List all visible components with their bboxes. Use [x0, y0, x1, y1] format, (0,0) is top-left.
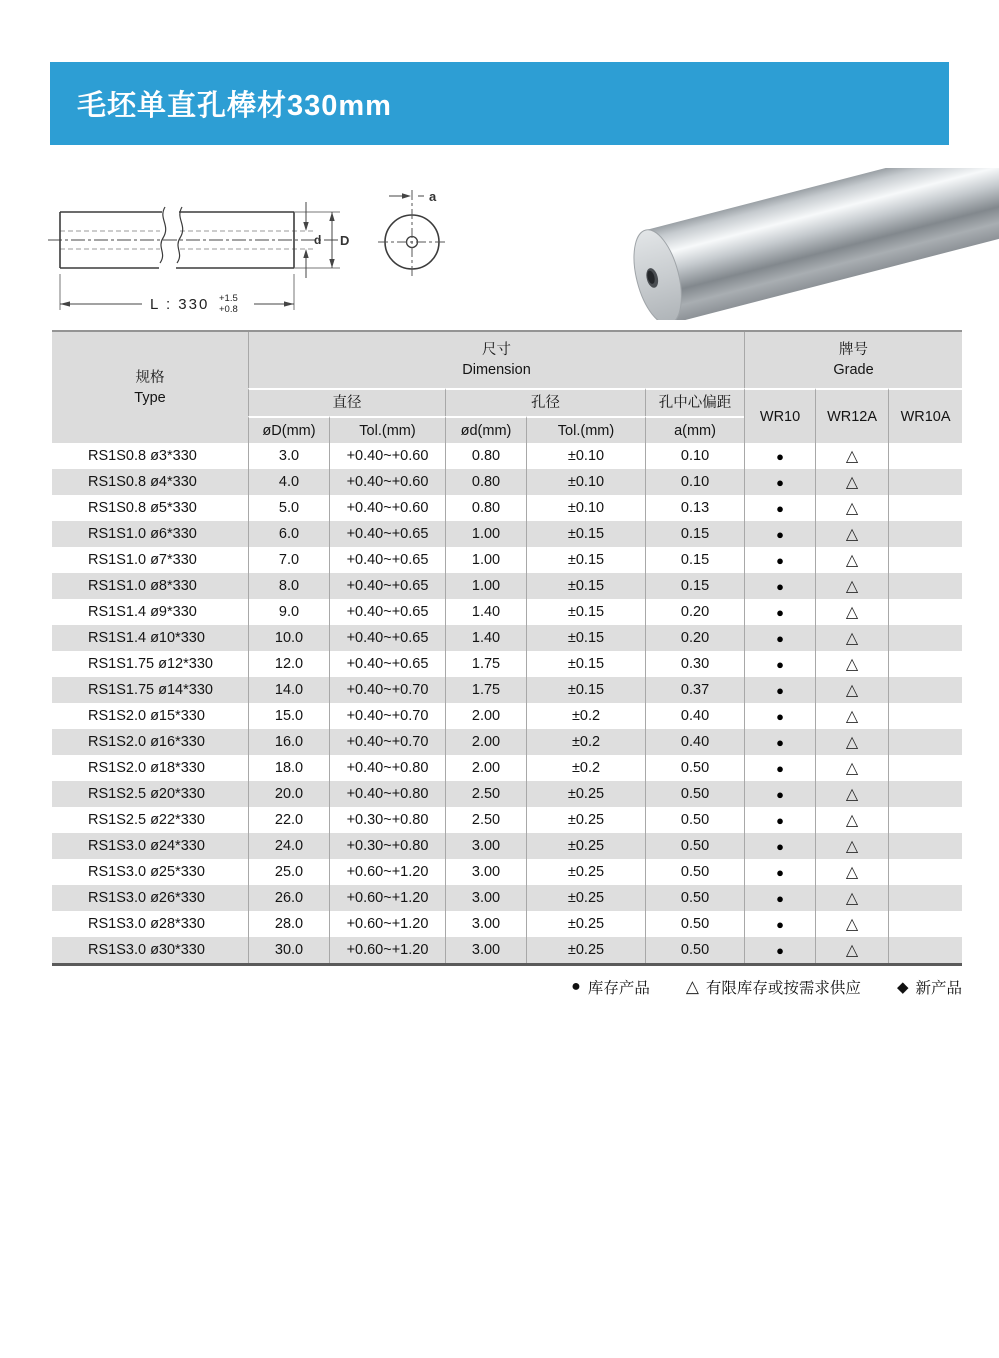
cell-hd-tol: ±0.10	[526, 469, 645, 495]
cell-type: RS1S1.0 ø7*330	[88, 552, 197, 568]
cell-od: 12.0	[248, 651, 329, 677]
cell-hd: 3.00	[445, 911, 526, 937]
cell-wr12a-availability: △	[815, 859, 888, 885]
cell-hd: 1.75	[445, 651, 526, 677]
cell-hd: 3.00	[445, 859, 526, 885]
cell-wr12a-availability: △	[815, 833, 888, 859]
cell-wr10a-availability	[888, 573, 962, 599]
cell-hd: 2.50	[445, 807, 526, 833]
cell-od-tol: +0.40~+0.60	[329, 469, 445, 495]
table-row	[52, 599, 962, 625]
header-grade-wr12a: WR12A	[815, 388, 888, 443]
cell-od: 4.0	[248, 469, 329, 495]
spec-table	[52, 330, 962, 966]
cell-a: 0.50	[645, 833, 744, 859]
legend-stock-label: 库存产品	[587, 980, 650, 997]
legend-item-stock	[571, 976, 650, 998]
cell-wr10a-availability	[888, 755, 962, 781]
cell-a: 0.50	[645, 859, 744, 885]
cell-wr10-availability: ●	[744, 599, 815, 625]
cell-wr10-availability: ●	[744, 677, 815, 703]
dim-length	[60, 274, 294, 315]
title-banner	[50, 62, 949, 145]
cell-type: RS1S0.8 ø3*330	[88, 448, 197, 464]
cell-type: RS1S1.0 ø6*330	[52, 521, 248, 547]
table-row	[52, 651, 962, 677]
cell-wr12a-availability: △	[815, 911, 888, 937]
length-label: L : 330	[150, 296, 210, 313]
rod-body	[646, 168, 999, 320]
cell-od: 9.0	[248, 599, 329, 625]
cell-hd-tol: ±0.25	[526, 859, 645, 885]
cell-a: 0.50	[645, 781, 744, 807]
stock-dot-icon: ●	[571, 978, 581, 995]
cell-wr12a-availability: △	[815, 885, 888, 911]
cell-wr10-availability: ●	[744, 807, 815, 833]
cell-od: 8.0	[248, 573, 329, 599]
header-grade-cn: 牌号	[839, 342, 869, 358]
cell-od: 16.0	[248, 729, 329, 755]
cell-wr10-availability: ●	[744, 911, 815, 937]
dim-a-label: a	[429, 189, 437, 204]
cell-od-tol: +0.40~+0.70	[329, 703, 445, 729]
cell-hd: 2.00	[445, 729, 526, 755]
cell-wr10a-availability	[888, 547, 962, 573]
page-title: 毛坯单直孔棒材330mm	[77, 90, 392, 122]
cell-hd-tol: ±0.15	[526, 521, 645, 547]
table-row	[52, 677, 962, 703]
cell-type: RS1S2.0 ø15*330	[88, 708, 205, 724]
cell-wr10a-availability	[888, 937, 962, 963]
table-row	[52, 625, 962, 651]
cell-wr10a-availability	[888, 443, 962, 469]
cell-a: 0.50	[645, 911, 744, 937]
cell-hd-tol: ±0.2	[526, 729, 645, 755]
table-row	[52, 495, 962, 521]
cell-od: 18.0	[248, 755, 329, 781]
header-od-mm: øD(mm)	[248, 416, 329, 443]
cell-hd: 1.40	[445, 625, 526, 651]
table-row	[52, 469, 962, 495]
header-hd-mm: ød(mm)	[445, 416, 526, 443]
cell-hd-tol: ±0.2	[526, 703, 645, 729]
cell-type: RS1S0.8 ø5*330	[88, 500, 197, 516]
cell-od: 3.0	[248, 443, 329, 469]
cell-a: 0.10	[645, 469, 744, 495]
header-hole-diameter: 孔径	[445, 388, 645, 416]
cell-wr12a-availability: △	[815, 807, 888, 833]
cell-hd-tol: ±0.25	[526, 781, 645, 807]
cell-a: 0.37	[645, 677, 744, 703]
cell-wr12a-availability: △	[815, 651, 888, 677]
cell-type: RS1S3.0 ø28*330	[88, 916, 205, 932]
cell-od: 10.0	[248, 625, 329, 651]
cell-a: 0.30	[645, 651, 744, 677]
cell-a: 0.15	[645, 521, 744, 547]
cell-a: 0.20	[645, 599, 744, 625]
cell-hd: 1.00	[445, 521, 526, 547]
cell-od-tol: +0.60~+1.20	[329, 885, 445, 911]
length-tol-lower: +0.8	[219, 304, 238, 315]
header-dimension	[248, 332, 744, 388]
cell-wr10a-availability	[888, 859, 962, 885]
cell-od: 15.0	[248, 703, 329, 729]
legend	[571, 976, 962, 998]
cell-wr10a-availability	[888, 651, 962, 677]
cell-od: 14.0	[248, 677, 329, 703]
cell-od: 28.0	[248, 911, 329, 937]
cell-type: RS1S1.75 ø14*330	[52, 677, 248, 703]
cell-od-tol: +0.40~+0.60	[329, 495, 445, 521]
cell-wr10a-availability	[888, 521, 962, 547]
table-row	[52, 573, 962, 599]
cell-hd: 1.00	[445, 573, 526, 599]
header-hole-offset: 孔中心偏距	[645, 388, 744, 416]
cell-hd-tol: ±0.10	[526, 495, 645, 521]
cell-type: RS1S1.4 ø10*330	[52, 625, 248, 651]
cell-od: 20.0	[248, 781, 329, 807]
cell-hd-tol: ±0.15	[526, 599, 645, 625]
table-row	[52, 937, 962, 963]
cell-wr12a-availability: △	[815, 677, 888, 703]
legend-new-label: 新产品	[915, 980, 962, 997]
cell-type: RS1S1.75 ø12*330	[88, 656, 213, 672]
cell-od-tol: +0.60~+1.20	[329, 937, 445, 963]
cell-wr10a-availability	[888, 781, 962, 807]
cell-wr10a-availability	[888, 469, 962, 495]
cell-od-tol: +0.40~+0.80	[329, 755, 445, 781]
cell-wr10a-availability	[888, 677, 962, 703]
cell-hd: 0.80	[445, 469, 526, 495]
cell-od-tol: +0.30~+0.80	[329, 833, 445, 859]
cell-a: 0.15	[645, 547, 744, 573]
header-grade-wr10a: WR10A	[888, 388, 962, 443]
cell-wr10-availability: ●	[744, 937, 815, 963]
cell-type: RS1S3.0 ø26*330	[52, 885, 248, 911]
cell-wr10-availability: ●	[744, 703, 815, 729]
cell-hd-tol: ±0.15	[526, 547, 645, 573]
cell-type: RS1S3.0 ø25*330	[88, 864, 205, 880]
cell-a: 0.40	[645, 729, 744, 755]
cell-a: 0.15	[645, 573, 744, 599]
cell-hd-tol: ±0.15	[526, 651, 645, 677]
cell-wr12a-availability: △	[815, 495, 888, 521]
table-row	[52, 807, 962, 833]
cell-od-tol: +0.40~+0.80	[329, 781, 445, 807]
header-dimension-en: Dimension	[462, 362, 531, 378]
cell-wr10a-availability	[888, 911, 962, 937]
cell-wr10a-availability	[888, 495, 962, 521]
cell-hd: 2.00	[445, 755, 526, 781]
cell-wr12a-availability: △	[815, 443, 888, 469]
cell-od: 7.0	[248, 547, 329, 573]
dim-D	[329, 212, 349, 268]
dim-d-label: d	[314, 233, 322, 247]
cell-wr12a-availability: △	[815, 729, 888, 755]
cell-od-tol: +0.40~+0.60	[329, 443, 445, 469]
table-row	[52, 521, 962, 547]
cell-a: 0.10	[645, 443, 744, 469]
cell-hd-tol: ±0.25	[526, 911, 645, 937]
cell-wr10-availability: ●	[744, 443, 815, 469]
cell-od-tol: +0.40~+0.70	[329, 729, 445, 755]
cell-wr10-availability: ●	[744, 885, 815, 911]
cell-a: 0.13	[645, 495, 744, 521]
cell-hd: 3.00	[445, 885, 526, 911]
cell-type: RS1S2.0 ø18*330	[88, 760, 205, 776]
cell-od-tol: +0.40~+0.65	[329, 521, 445, 547]
cell-hd-tol: ±0.25	[526, 833, 645, 859]
table-row	[52, 911, 962, 937]
cell-od-tol: +0.40~+0.65	[329, 625, 445, 651]
cell-hd: 3.00	[445, 833, 526, 859]
rod-3d	[625, 168, 999, 320]
cell-type: RS1S1.4 ø9*330	[88, 604, 197, 620]
header-diameter: 直径	[248, 388, 445, 416]
cell-hd-tol: ±0.15	[526, 573, 645, 599]
header-grade-wr10: WR10	[744, 388, 815, 443]
cell-od-tol: +0.40~+0.65	[329, 651, 445, 677]
cell-wr10a-availability	[888, 729, 962, 755]
cell-a: 0.20	[645, 625, 744, 651]
cell-od-tol: +0.60~+1.20	[329, 859, 445, 885]
cell-hd: 1.75	[445, 677, 526, 703]
new-diamond-icon: ◆	[896, 979, 909, 996]
cell-hd-tol: ±0.15	[526, 677, 645, 703]
technical-drawing	[42, 182, 472, 327]
dim-D-label: D	[340, 233, 350, 248]
cell-a: 0.40	[645, 703, 744, 729]
cell-hd: 0.80	[445, 495, 526, 521]
table-row	[52, 781, 962, 807]
table-row	[52, 703, 962, 729]
cell-type: RS1S2.0 ø16*330	[52, 729, 248, 755]
cell-wr10a-availability	[888, 625, 962, 651]
cell-od-tol: +0.40~+0.65	[329, 547, 445, 573]
cell-wr10-availability: ●	[744, 755, 815, 781]
table-row	[52, 859, 962, 885]
header-a-mm: a(mm)	[645, 416, 744, 443]
cell-wr10-availability: ●	[744, 573, 815, 599]
cell-wr12a-availability: △	[815, 469, 888, 495]
cell-od: 22.0	[248, 807, 329, 833]
header-type-cn: 规格	[135, 369, 165, 386]
cell-hd: 2.00	[445, 703, 526, 729]
header-hd-tol: Tol.(mm)	[526, 416, 645, 443]
table-row	[52, 885, 962, 911]
header-dimension-cn: 尺寸	[482, 342, 512, 358]
dim-a	[389, 189, 437, 204]
cell-a: 0.50	[645, 755, 744, 781]
cell-type: RS1S2.5 ø22*330	[88, 812, 205, 828]
spec-table-body	[52, 443, 962, 963]
cell-wr10a-availability	[888, 807, 962, 833]
cell-a: 0.50	[645, 885, 744, 911]
table-row	[52, 729, 962, 755]
table-row	[52, 443, 962, 469]
cell-wr10-availability: ●	[744, 781, 815, 807]
header-type-en: Type	[134, 389, 166, 406]
cell-wr10-availability: ●	[744, 651, 815, 677]
legend-item-new	[897, 976, 962, 998]
limited-triangle-icon: △	[685, 977, 699, 996]
cell-hd-tol: ±0.15	[526, 625, 645, 651]
cell-od-tol: +0.40~+0.65	[329, 599, 445, 625]
cell-wr12a-availability: △	[815, 755, 888, 781]
cell-od-tol: +0.60~+1.20	[329, 911, 445, 937]
cell-type: RS1S2.5 ø20*330	[52, 781, 248, 807]
table-row	[52, 547, 962, 573]
cell-wr12a-availability: △	[815, 625, 888, 651]
cell-hd-tol: ±0.25	[526, 807, 645, 833]
cell-hd-tol: ±0.10	[526, 443, 645, 469]
header-type	[52, 332, 248, 443]
cell-type: RS1S1.0 ø8*330	[52, 573, 248, 599]
cell-wr10-availability: ●	[744, 547, 815, 573]
cell-hd: 2.50	[445, 781, 526, 807]
cell-wr12a-availability: △	[815, 521, 888, 547]
table-row	[52, 755, 962, 781]
cell-wr10-availability: ●	[744, 859, 815, 885]
cell-hd-tol: ±0.25	[526, 885, 645, 911]
cell-hd: 0.80	[445, 443, 526, 469]
cell-wr10-availability: ●	[744, 469, 815, 495]
cell-hd-tol: ±0.2	[526, 755, 645, 781]
cell-wr12a-availability: △	[815, 937, 888, 963]
cell-wr12a-availability: △	[815, 599, 888, 625]
legend-limited-label: 有限库存或按需求供应	[705, 980, 861, 997]
cell-type: RS1S0.8 ø4*330	[52, 469, 248, 495]
cell-type: RS1S3.0 ø24*330	[52, 833, 248, 859]
cell-type: RS1S3.0 ø30*330	[52, 937, 248, 963]
cell-od: 5.0	[248, 495, 329, 521]
cell-wr10-availability: ●	[744, 729, 815, 755]
cell-od: 6.0	[248, 521, 329, 547]
cell-wr10a-availability	[888, 885, 962, 911]
cell-hd: 1.40	[445, 599, 526, 625]
cell-hd: 3.00	[445, 937, 526, 963]
cell-od: 30.0	[248, 937, 329, 963]
cell-od: 24.0	[248, 833, 329, 859]
cell-hd: 1.00	[445, 547, 526, 573]
cell-od-tol: +0.40~+0.65	[329, 573, 445, 599]
cell-wr12a-availability: △	[815, 703, 888, 729]
cell-wr10-availability: ●	[744, 833, 815, 859]
cell-od: 26.0	[248, 885, 329, 911]
cell-od: 25.0	[248, 859, 329, 885]
cell-wr12a-availability: △	[815, 573, 888, 599]
cell-wr12a-availability: △	[815, 781, 888, 807]
product-photo-rod	[620, 168, 999, 320]
cell-wr10-availability: ●	[744, 495, 815, 521]
legend-item-limited	[686, 976, 861, 998]
cell-wr10a-availability	[888, 833, 962, 859]
cell-wr10a-availability	[888, 703, 962, 729]
cell-od-tol: +0.30~+0.80	[329, 807, 445, 833]
cell-hd-tol: ±0.25	[526, 937, 645, 963]
header-grade-en: Grade	[833, 362, 874, 378]
cell-wr10a-availability	[888, 599, 962, 625]
table-row	[52, 833, 962, 859]
cell-od-tol: +0.40~+0.70	[329, 677, 445, 703]
cell-wr12a-availability: △	[815, 547, 888, 573]
cell-wr10-availability: ●	[744, 521, 815, 547]
cell-a: 0.50	[645, 937, 744, 963]
length-tol-upper: +1.5	[219, 293, 238, 304]
header-od-tol: Tol.(mm)	[329, 416, 445, 443]
rod-side-view	[60, 207, 294, 268]
header-grade	[744, 332, 962, 388]
cell-wr10-availability: ●	[744, 625, 815, 651]
cell-a: 0.50	[645, 807, 744, 833]
